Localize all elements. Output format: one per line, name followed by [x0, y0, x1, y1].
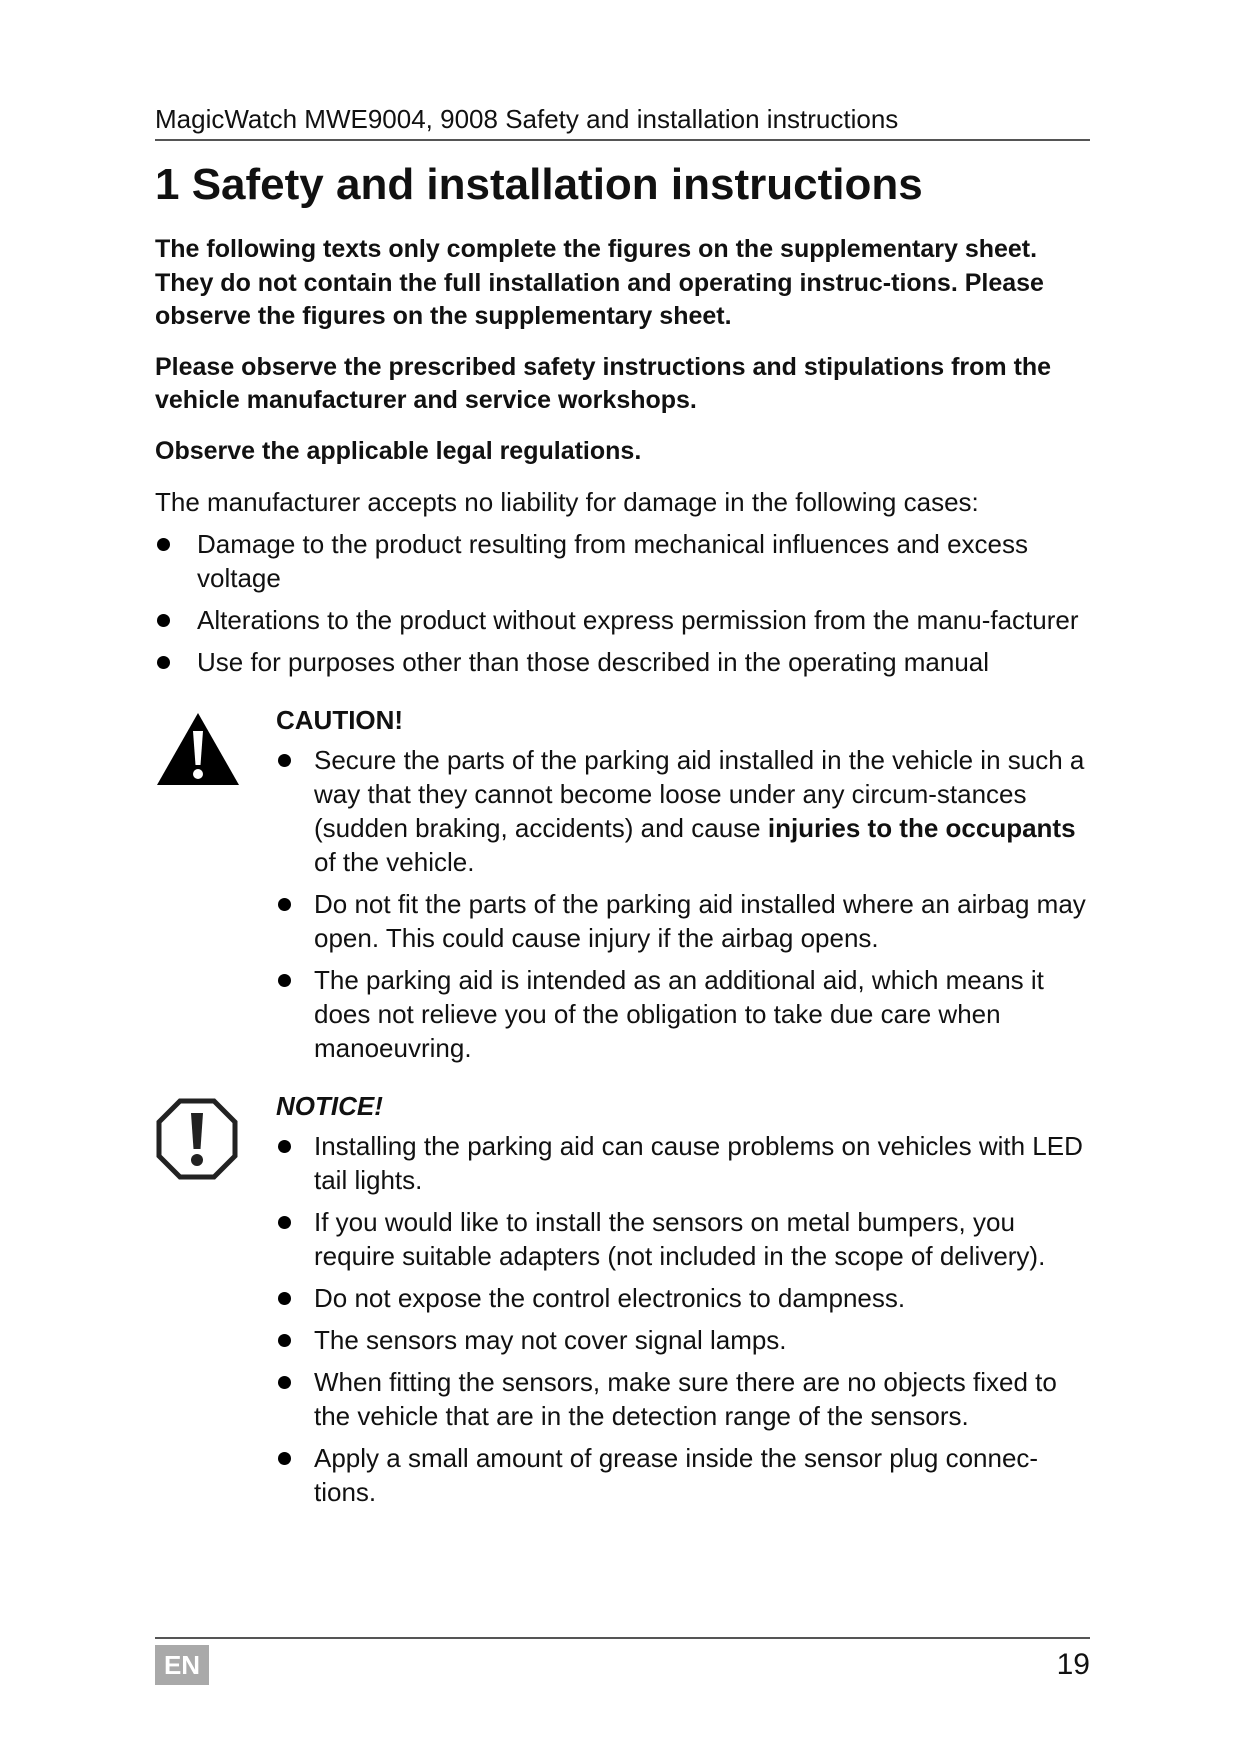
bullet-icon [278, 1376, 291, 1389]
caution-item-text-after: of the vehicle. [314, 847, 475, 877]
bullet-icon [278, 974, 291, 987]
list-item-text: The sensors may not cover signal lamps. [314, 1325, 787, 1355]
list-item-text: Do not fit the parts of the parking aid installed where an airbag may open. This could cause injury if the airbag opens. [314, 889, 1086, 953]
notice-octagon-icon [155, 1097, 239, 1181]
caution-list [276, 743, 1095, 1065]
bullet-icon [278, 1334, 291, 1347]
list-item-text: Use for purposes other than those described in the operating manual [197, 647, 990, 677]
notice-list [276, 1129, 1095, 1509]
bullet-icon [278, 1216, 291, 1229]
caution-item-text-before: Secure the parts of the parking aid installed in the vehicle in such a way that they cannot become loose under any circum-stances (sudden braking, accidents) and cause [314, 745, 1085, 843]
notice-title: NOTICE! [276, 1091, 383, 1121]
list-item-text: Apply a small amount of grease inside the sensor plug connec-tions. [314, 1443, 1039, 1507]
caution-block [155, 703, 1095, 1065]
liability-intro: The manufacturer accepts no liability for damage in the following cases: [155, 487, 979, 517]
list-item-text: Alterations to the product without express permission from the manu-facturer [197, 605, 1079, 635]
list-item [155, 603, 1095, 637]
list-item-text: Do not expose the control electronics to dampness. [314, 1283, 906, 1313]
list-item [276, 1323, 1095, 1357]
list-item [155, 645, 1095, 679]
list-item [276, 963, 1095, 1065]
running-header: MagicWatch MWE9004, 9008 Safety and installation instructions [155, 103, 1090, 141]
page-content [155, 155, 1095, 1517]
bullet-icon [278, 1292, 291, 1305]
bullet-icon [157, 656, 170, 669]
liability-list [155, 527, 1095, 679]
list-item [276, 1129, 1095, 1197]
list-item-text: If you would like to install the sensors on metal bumpers, you require suitable adapters (not included in the scope of delivery). [314, 1207, 1046, 1271]
list-item-text: The parking aid is intended as an additional aid, which means it does not relieve you of the obligation to take due care when manoeuvring. [314, 965, 1044, 1063]
caution-title: CAUTION! [276, 705, 404, 735]
bullet-icon [157, 538, 170, 551]
lead-paragraph-stipulations: Please observe the prescribed safety instructions and stipulations from the vehicle manufacturer and service workshops. [155, 352, 1052, 414]
list-item-text: Damage to the product resulting from mechanical influences and excess voltage [197, 529, 1028, 593]
list-item-text: Installing the parking aid can cause problems on vehicles with LED tail lights. [314, 1131, 1083, 1195]
list-item [155, 527, 1095, 595]
caution-item-emphasis: injuries to the occupants [767, 813, 1076, 843]
bullet-icon [278, 1140, 291, 1153]
list-item-text: When fitting the sensors, make sure there are no objects fixed to the vehicle that are in the detection range of the sensors. [314, 1367, 1057, 1431]
notice-block [155, 1089, 1095, 1509]
list-item [276, 1205, 1095, 1273]
lead-paragraph-regulations: Observe the applicable legal regulations. [155, 436, 642, 465]
page-number: 19 [1056, 1648, 1090, 1681]
list-item [276, 1441, 1095, 1509]
language-badge: EN [155, 1645, 209, 1685]
list-item [276, 887, 1095, 955]
bullet-icon [278, 898, 291, 911]
page-footer [155, 1637, 1090, 1681]
list-item [276, 743, 1095, 879]
warning-triangle-icon [155, 711, 241, 787]
bullet-icon [278, 754, 291, 767]
lead-paragraph-supplementary: The following texts only complete the figures on the supplementary sheet. They do not contain the full installation and operating instruc-tions. Please observe the figures on the supplementary sheet. [155, 235, 1044, 330]
bullet-icon [278, 1452, 291, 1465]
list-item [276, 1365, 1095, 1433]
bullet-icon [157, 614, 170, 627]
list-item [276, 1281, 1095, 1315]
section-title: 1 Safety and installation instructions [155, 160, 923, 209]
